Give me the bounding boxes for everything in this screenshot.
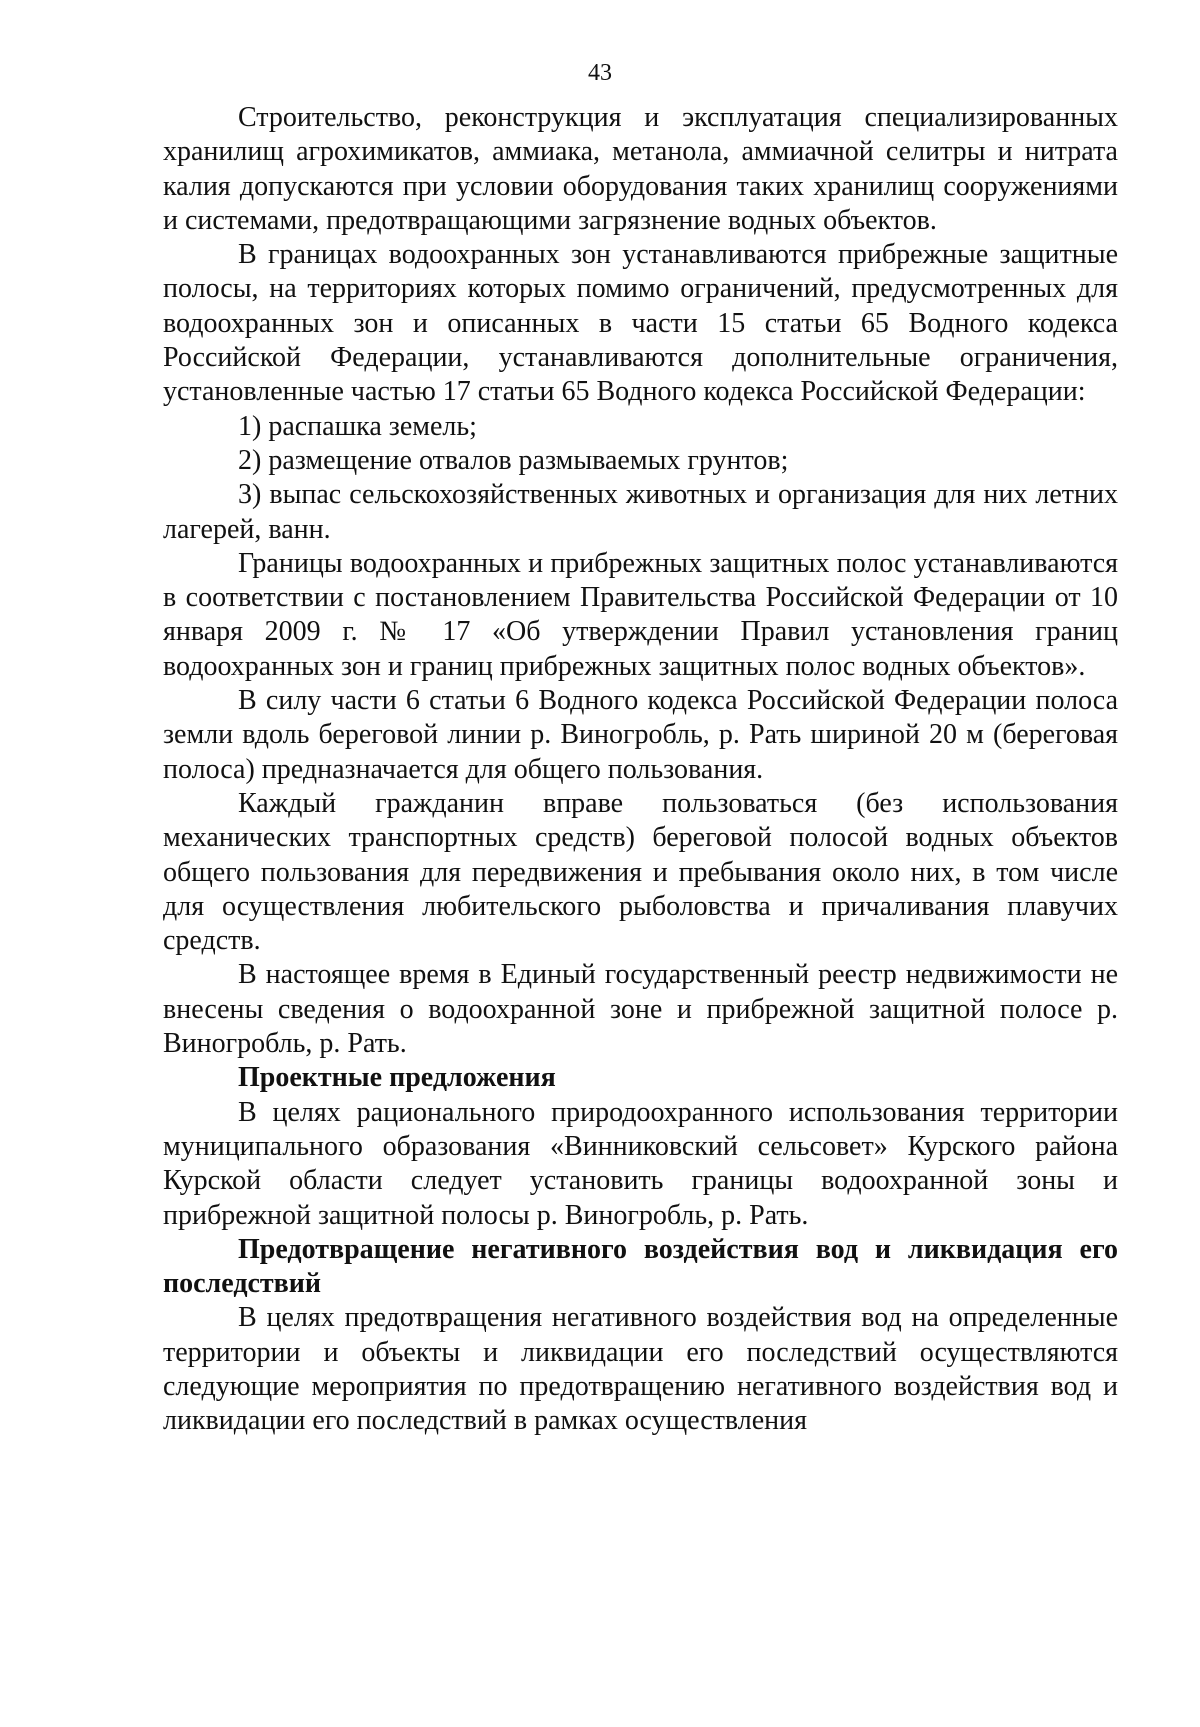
paragraph-protective-strips: В границах водоохранных зон устанавливаются прибрежные защитные полосы, на территориях которых помимо ограничений, предусмотренных для водоохранных зон и описанных в части 15 статьи 65 Водного кодекса Российской Федерации, устанавливаются дополнительные ограничения, установленные частью 17 статьи 65 Водного кодекса Российской Федерации: — [163, 239, 1118, 408]
heading-project-proposals: Проектные предложения — [238, 1062, 556, 1094]
paragraph-borders: Границы водоохранных и прибрежных защитных полос устанавливаются в соответствии с постановлением Правительства Российской Федерации от 10 января 2009 г. № 17 «Об утверждении Правил установления границ водоохранных зон и границ прибрежных защитных полос водных объектов». — [163, 547, 1118, 682]
paragraph-storage: Строительство, реконструкция и эксплуатация специализированных хранилищ агрохимикатов, аммиака, метанола, аммиачной селитры и нитрата калия допускаются при условии оборудования таких хранилищ сооружениями и системами, предотвращающими загрязнение водных объектов. — [163, 102, 1118, 236]
list-item-3: 3) выпас сельскохозяйственных животных и организация для них летних лагерей, ванн. — [163, 479, 1118, 545]
document-body — [163, 101, 1118, 1439]
paragraph-project-proposals: В целях рационального природоохранного использования территории муниципального образования «Винниковский сельсовет» Курского района Курской области следует установить границы водоохранной зоны и прибрежной защитной полосы р. Виногробль, р. Рать. — [163, 1096, 1118, 1231]
list-item-2: 2) размещение отвалов размываемых грунтов; — [238, 444, 789, 476]
list-item-1: 1) распашка земель; — [238, 410, 477, 442]
page-number: 43 — [588, 60, 612, 86]
paragraph-shore-strip: В силу части 6 статьи 6 Водного кодекса Российской Федерации полоса земли вдоль береговой линии р. Виногробль, р. Рать шириной 20 м (береговая полоса) предназначается для общего пользования. — [163, 685, 1118, 785]
heading-prevention: Предотвращение негативного воздействия вод и ликвидация его последствий — [163, 1233, 1118, 1300]
paragraph-prevention: В целях предотвращения негативного воздействия вод на определенные территории и объекты и ликвидации его последствий осуществляются следующие мероприятия по предотвращению негативного воздействия вод и ликвидации его последствий в рамках осуществления — [163, 1302, 1118, 1437]
paragraph-citizen-rights: Каждый гражданин вправе пользоваться (без использования механических транспортных средств) береговой полосой водных объектов общего пользования для передвижения и пребывания около них, в том числе для осуществления любительского рыболовства и причаливания плавучих средств. — [163, 787, 1118, 957]
paragraph-registry: В настоящее время в Единый государственный реестр недвижимости не внесены сведения о водоохранной зоне и прибрежной защитной полосе р. Виногробль, р. Рать. — [163, 959, 1118, 1060]
